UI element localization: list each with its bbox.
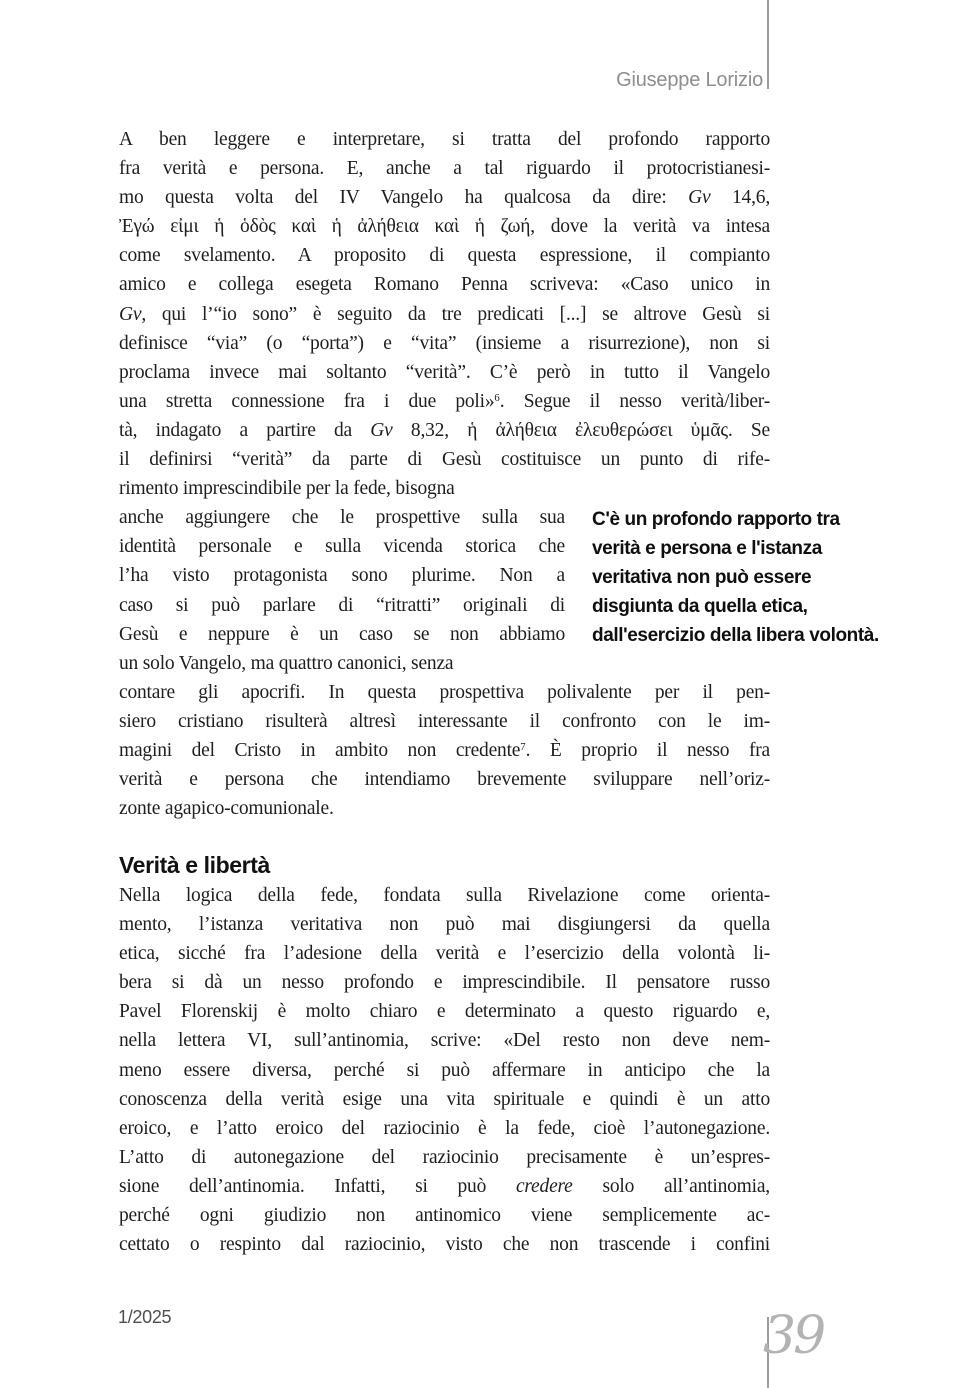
text-line <box>119 387 770 416</box>
text-segment: amico e collega esegeta Romano Penna scriveva: «Caso unico in <box>119 274 770 296</box>
text-line <box>119 1056 770 1085</box>
text-line <box>592 534 940 563</box>
text-line <box>119 1114 770 1143</box>
text-segment: veritativa non può essere <box>592 567 812 589</box>
text-line <box>119 620 565 649</box>
text-line <box>119 561 565 590</box>
text-segment: C'è un profondo rapporto tra <box>592 509 840 530</box>
text-segment: meno essere diversa, perché si può affermare in anticipo che la <box>119 1059 770 1081</box>
pull-quote <box>592 505 940 650</box>
text-line <box>119 1172 770 1201</box>
text-segment: rimento imprescindibile per la fede, bisogna <box>119 478 455 500</box>
text-line <box>592 505 940 534</box>
text-segment: bera si dà un nesso profondo e imprescindibile. Il pensatore russo <box>119 972 770 994</box>
text-line <box>119 591 565 620</box>
text-line <box>119 212 770 241</box>
body-paragraph-1 <box>119 125 770 823</box>
text-segment: caso si può parlare di “ritratti” originali di <box>119 594 565 616</box>
text-segment: una stretta connessione fra i due poli» <box>119 390 495 412</box>
text-line <box>119 1201 770 1230</box>
text-line <box>119 154 770 183</box>
text-segment: proclama invece mai soltanto “verità”. C’è però in tutto il Vangelo <box>119 361 770 383</box>
text-line <box>592 621 940 650</box>
text-segment: definisce “via” (o “porta”) e “vita” (insieme a risurrezione), non si <box>119 332 770 354</box>
footnote-reference: 6 <box>494 391 500 404</box>
text-segment: mo questa volta del IV Vangelo ha qualcosa da dire: <box>119 187 689 209</box>
text-line <box>119 794 770 823</box>
text-segment: l’ha visto protagonista sono plurime. Non a <box>119 565 565 587</box>
text-segment: identità personale e sulla vicenda storica che <box>119 536 565 558</box>
text-segment: Gesù e neppure è un caso se non abbiamo <box>119 623 565 645</box>
text-line <box>119 997 770 1026</box>
text-segment: Pavel Florenskij è molto chiaro e determinato a questo riguardo e, <box>119 1001 770 1023</box>
text-line <box>119 270 770 299</box>
text-line <box>119 329 770 358</box>
text-line <box>119 939 770 968</box>
text-segment: conoscenza della verità esige una vita spirituale e quindi è un atto <box>119 1088 770 1110</box>
issue-number: 1/2025 <box>118 1307 172 1327</box>
text-segment: etica, sicché fra l’adesione della verità e l’esercizio della volontà li- <box>119 943 770 965</box>
text-segment: . È proprio il nesso fra <box>525 739 770 761</box>
text-segment: zonte agapico-comunionale. <box>119 798 334 820</box>
text-segment: L’atto di autonegazione del raziocinio precisamente è un’espres- <box>119 1146 770 1168</box>
italic-text: credere <box>515 1175 573 1197</box>
text-line <box>119 416 770 445</box>
text-line <box>119 358 770 387</box>
text-segment: come svelamento. A proposito di questa espressione, il compianto <box>119 245 770 267</box>
header-vertical-rule <box>767 0 769 89</box>
text-segment: 8,32, ἡ ἀλήθεια ἐλευθερώσει ὑμᾶς. Se <box>392 419 770 441</box>
text-segment: . Segue il nesso verità/liber- <box>499 390 770 412</box>
text-line <box>119 968 770 997</box>
text-segment: sione dell’antinomia. Infatti, si può <box>119 1175 516 1197</box>
text-line <box>119 910 770 939</box>
text-segment: cettato o respinto dal raziocinio, visto che non trascende i confini <box>119 1234 770 1256</box>
text-segment: eroico, e l’atto eroico del raziocinio è la fede, cioè l’autonegazione. <box>119 1117 770 1139</box>
text-line <box>119 241 770 270</box>
text-line <box>119 474 565 503</box>
text-segment: verità e persona che intendiamo brevemente sviluppare nell’oriz- <box>119 769 770 791</box>
text-segment: anche aggiungere che le prospettive sulla sua <box>119 507 565 529</box>
text-line <box>119 736 770 765</box>
text-segment: un solo Vangelo, ma quattro canonici, senza <box>119 652 454 674</box>
text-segment: perché ogni giudizio non antinomico viene semplicemente ac- <box>119 1205 770 1227</box>
text-segment: tà, indagato a partire da <box>119 419 371 441</box>
text-segment: Nella logica della fede, fondata sulla Rivelazione come orienta- <box>119 885 770 906</box>
section-heading: Verità e libertà <box>119 852 270 878</box>
text-segment: Ἐγώ εἰμι ἡ ὁδὸς καὶ ἡ ἀλήθεια καὶ ἡ ζωή, dove la verità va intesa <box>119 216 770 238</box>
text-segment: mento, l’istanza veritativa non può mai disgiungersi da quella <box>119 914 770 936</box>
body-paragraph-2 <box>119 881 770 1259</box>
page-number: 39 <box>763 1306 824 1366</box>
text-segment: verità e persona e l'istanza <box>592 538 822 560</box>
text-segment: 14,6, <box>710 187 770 209</box>
footnote-reference: 7 <box>520 741 526 754</box>
text-line <box>119 1026 770 1055</box>
text-line <box>119 503 565 532</box>
text-line <box>119 125 770 154</box>
text-line <box>119 183 770 212</box>
text-line <box>119 300 770 329</box>
text-line <box>119 1143 770 1172</box>
text-segment: disgiunta da quella etica, <box>592 596 808 618</box>
text-segment: solo all’antinomia, <box>572 1175 770 1197</box>
text-line <box>119 1230 770 1259</box>
text-segment: fra verità e persona. E, anche a tal riguardo il protocristianesi- <box>119 158 770 180</box>
text-segment: il definirsi “verità” da parte di Gesù costituisce un punto di rife- <box>119 449 770 471</box>
text-line <box>592 563 940 592</box>
author-name: Giuseppe Lorizio <box>616 69 763 91</box>
text-line <box>119 445 770 474</box>
text-line <box>119 532 565 561</box>
text-line <box>119 1085 770 1114</box>
text-segment: dall'esercizio della libera volontà. <box>592 625 879 647</box>
text-line <box>119 678 770 707</box>
text-segment: , qui l’“io sono” è seguito da tre predicati [...] se altrove Gesù si <box>141 303 770 325</box>
text-line <box>119 707 770 736</box>
italic-text: Gv <box>688 187 711 209</box>
text-segment: magini del Cristo in ambito non credente <box>119 739 521 761</box>
italic-text: Gv <box>370 419 393 441</box>
text-segment: A ben leggere e interpretare, si tratta del profondo rapporto <box>119 129 770 150</box>
text-segment: siero cristiano risulterà altresì interessante il confronto con le im- <box>119 710 770 732</box>
text-line <box>119 881 770 910</box>
text-line <box>119 649 565 678</box>
text-line <box>119 765 770 794</box>
italic-text: Gv <box>119 303 142 325</box>
text-segment: nella lettera VI, sull’antinomia, scrive: «Del resto non deve nem- <box>119 1030 770 1052</box>
text-segment: contare gli apocrifi. In questa prospettiva polivalente per il pen- <box>119 681 770 703</box>
text-line <box>592 592 940 621</box>
